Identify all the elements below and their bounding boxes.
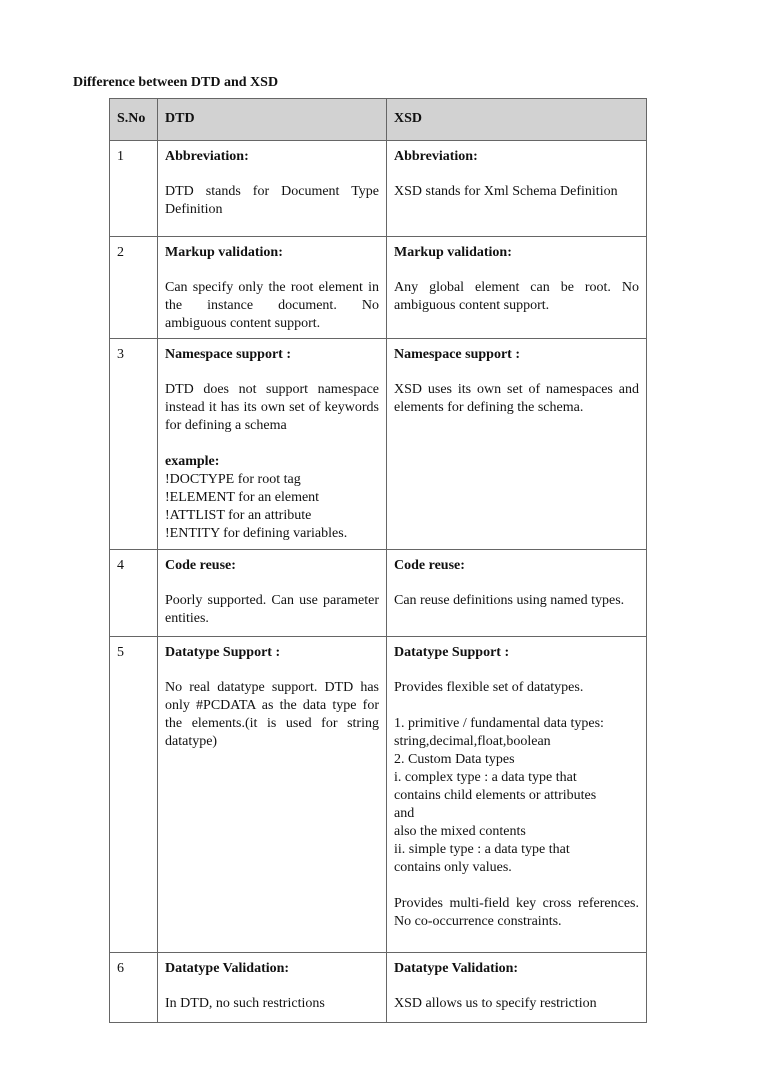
dtd-example-line: !ELEMENT for an element	[165, 490, 320, 505]
xsd-cell	[387, 141, 647, 237]
table-row	[110, 141, 647, 237]
xsd-cell	[387, 237, 647, 339]
xsd-text: Can reuse definitions using named types.	[394, 593, 625, 608]
xsd-cell	[387, 339, 647, 550]
dtd-heading: Abbreviation:	[165, 149, 249, 164]
dtd-text: Poorly supported. Can use parameter entities.	[165, 593, 379, 626]
xsd-text: XSD allows us to specify restriction	[394, 996, 597, 1011]
dtd-text: In DTD, no such restrictions	[165, 996, 325, 1011]
page-title: Difference between DTD and XSD	[73, 75, 279, 90]
header-dtd: DTD	[158, 99, 387, 141]
header-xsd: XSD	[387, 99, 647, 141]
xsd-heading: Datatype Support :	[394, 645, 510, 660]
xsd-line: contains only values.	[394, 860, 512, 875]
table-row	[110, 339, 647, 550]
dtd-example-line: !DOCTYPE for root tag	[165, 472, 301, 487]
xsd-text: XSD uses its own set of namespaces and elements for defining the schema.	[394, 382, 639, 415]
dtd-text: DTD stands for Document Type Definition	[165, 184, 379, 217]
dtd-cell	[158, 637, 387, 953]
dtd-heading: Datatype Support :	[165, 645, 281, 660]
row-number: 3	[110, 339, 158, 550]
row-number: 5	[110, 637, 158, 953]
xsd-line: i. complex type : a data type that	[394, 770, 577, 785]
xsd-heading: Code reuse:	[394, 558, 465, 573]
table-header-row	[110, 99, 647, 141]
xsd-cell	[387, 953, 647, 1023]
xsd-heading: Abbreviation:	[394, 149, 478, 164]
xsd-heading: Datatype Validation:	[394, 961, 519, 976]
dtd-heading: Namespace support :	[165, 347, 291, 362]
xsd-heading: Namespace support :	[394, 347, 520, 362]
dtd-cell	[158, 339, 387, 550]
xsd-cell	[387, 550, 647, 637]
dtd-text: No real datatype support. DTD has only #PCDATA as the data type for the elements.(it is used for string datatype)	[165, 680, 379, 749]
dtd-example-label: example:	[165, 454, 220, 469]
xsd-line: ii. simple type : a data type that	[394, 842, 570, 857]
xsd-line: 1. primitive / fundamental data types:	[394, 716, 604, 731]
dtd-text: Can specify only the root element in the instance document. No ambiguous content support.	[165, 280, 379, 331]
dtd-cell	[158, 141, 387, 237]
dtd-heading: Datatype Validation:	[165, 961, 290, 976]
dtd-heading: Code reuse:	[165, 558, 236, 573]
dtd-cell	[158, 550, 387, 637]
dtd-cell	[158, 953, 387, 1023]
xsd-text: Provides flexible set of datatypes.	[394, 680, 584, 695]
table-row	[110, 637, 647, 953]
xsd-line: also the mixed contents	[394, 824, 526, 839]
row-number: 4	[110, 550, 158, 637]
comparison-table	[109, 98, 647, 1023]
xsd-line: string,decimal,float,boolean	[394, 734, 551, 749]
dtd-example-line: !ENTITY for defining variables.	[165, 526, 348, 541]
table-row	[110, 237, 647, 339]
table-row	[110, 550, 647, 637]
xsd-heading: Markup validation:	[394, 245, 512, 260]
dtd-example-line: !ATTLIST for an attribute	[165, 508, 312, 523]
row-number: 2	[110, 237, 158, 339]
xsd-text-2: Provides multi-field key cross references. No co-occurrence constraints.	[394, 896, 639, 929]
xsd-text: XSD stands for Xml Schema Definition	[394, 184, 618, 199]
xsd-line: 2. Custom Data types	[394, 752, 515, 767]
xsd-line: contains child elements or attributes	[394, 788, 597, 803]
row-number: 1	[110, 141, 158, 237]
xsd-text: Any global element can be root. No ambiguous content support.	[394, 280, 639, 313]
dtd-cell	[158, 237, 387, 339]
dtd-text: DTD does not support namespace instead it has its own set of keywords for defining a schema	[165, 382, 379, 433]
row-number: 6	[110, 953, 158, 1023]
xsd-cell	[387, 637, 647, 953]
dtd-heading: Markup validation:	[165, 245, 283, 260]
xsd-line: and	[394, 806, 415, 821]
header-sno: S.No	[110, 99, 158, 141]
table-row	[110, 953, 647, 1023]
